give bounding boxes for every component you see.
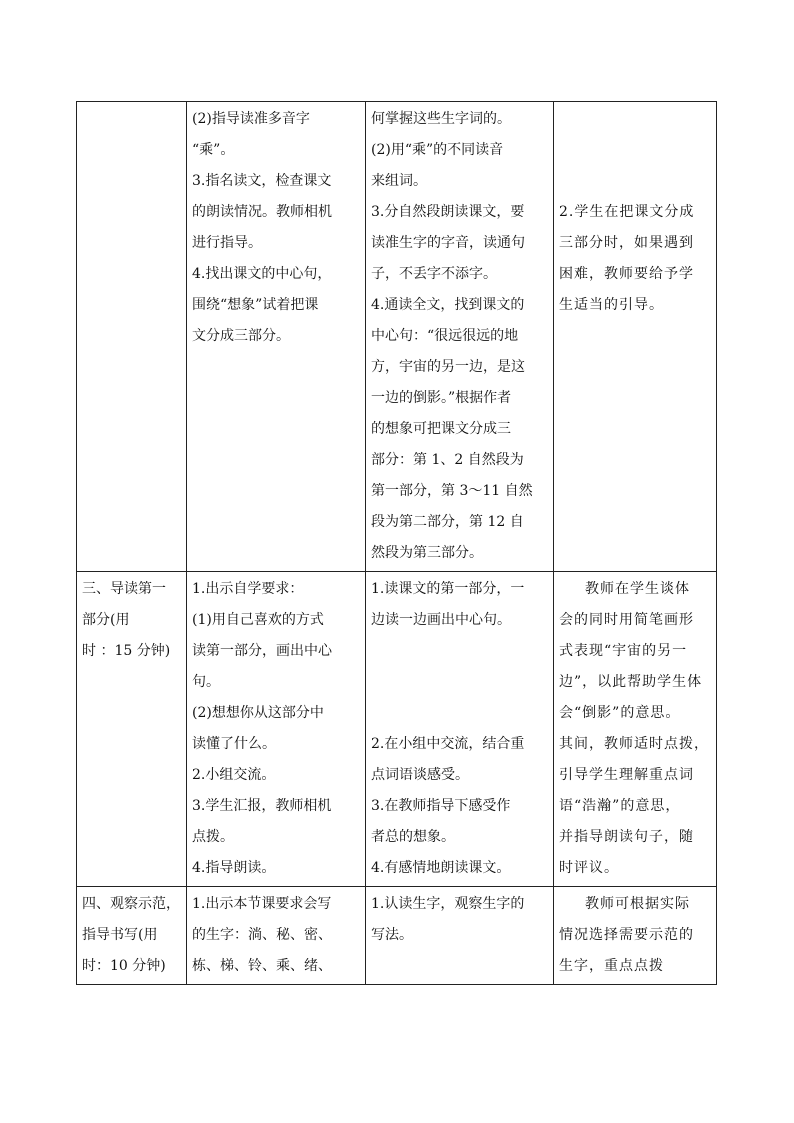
text-line: 何掌握这些生字词的。 — [371, 111, 511, 127]
text-line: 3.指名读文，检查课文 — [192, 173, 332, 189]
text-line: 写法。 — [371, 927, 413, 943]
text-line: 三部分时，如果遇到 — [559, 235, 694, 251]
stage-title-line: 时 ：15 分钟) — [82, 643, 171, 659]
text-line: 的生字：淌、秘、密、 — [192, 927, 332, 943]
text-line: 边”，以此帮助学生体 — [559, 674, 703, 690]
text-line: 然段为第三部分。 — [371, 545, 483, 561]
text-line: 点拨。 — [192, 829, 234, 845]
design-note-cell — [554, 572, 717, 887]
text-line: 生适当的引导。 — [559, 297, 664, 313]
text-line: 式表现“宇宙的另一 — [559, 643, 688, 659]
text-line: 1.认读生字，观察生字的 — [371, 896, 525, 912]
text-line: 2.小组交流。 — [192, 767, 276, 783]
text-line: 会“倒影”的意思。 — [559, 705, 681, 721]
text-line: 3.在教师指导下感受作 — [371, 798, 511, 814]
text-line: 语“浩瀚”的意思， — [559, 798, 681, 814]
lesson-plan-table — [76, 101, 717, 985]
table-row — [77, 572, 717, 887]
text-line: 3.分自然段朗读课文，要 — [371, 204, 525, 220]
text-line: 引导学生理解重点词 — [559, 767, 694, 783]
text-line: 者总的想象。 — [371, 829, 455, 845]
text-line: 教师在学生谈体 — [585, 581, 690, 597]
text-line: 部分：第 1、2 自然段为 — [371, 452, 524, 468]
text-line: 边读一边画出中心句。 — [371, 612, 511, 628]
text-line: 其间，教师适时点拨， — [559, 736, 709, 752]
text-line: 1.出示本节课要求会写 — [192, 896, 332, 912]
teacher-activity-cell — [187, 887, 366, 985]
text-line: 困难，教师要给予学 — [559, 266, 694, 282]
text-line: 时评议。 — [559, 860, 619, 876]
text-line: 教师可根据实际 — [585, 896, 690, 912]
stage-title-line: 部分(用 — [82, 612, 130, 628]
stage-cell — [77, 887, 187, 985]
student-activity-cell — [366, 887, 554, 985]
stage-title-line: 指导书写(用 — [82, 927, 158, 943]
text-line: 情况选择需要示范的 — [559, 927, 694, 943]
text-line: 句。 — [192, 674, 220, 690]
design-note-cell — [554, 102, 717, 572]
stage-cell — [77, 102, 187, 572]
text-line: 生字，重点点拨 — [559, 958, 664, 974]
teacher-activity-cell — [187, 572, 366, 887]
table-row — [77, 887, 717, 985]
table-row — [77, 102, 717, 572]
text-line: 读准生字的字音，读通句 — [371, 235, 525, 251]
stage-cell — [77, 572, 187, 887]
text-line: (1)用自己喜欢的方式 — [192, 612, 324, 628]
text-line: 点词语谈感受。 — [371, 767, 469, 783]
text-line: “乘”。 — [192, 142, 235, 158]
text-line: (2)用“乘”的不同读音 — [371, 142, 504, 158]
text-line: 4.有感情地朗读课文。 — [371, 860, 511, 876]
student-activity-cell — [366, 102, 554, 572]
text-line: 第一部分，第 3～11 自然 — [371, 483, 533, 499]
text-line: 2.在小组中交流，结合重 — [371, 736, 525, 752]
text-line: 读懂了什么。 — [192, 736, 276, 752]
design-note-cell — [554, 887, 717, 985]
text-line: 1.读课文的第一部分，一 — [371, 581, 525, 597]
stage-title-line: 时：10 分钟) — [82, 958, 166, 974]
text-line: 读第一部分，画出中心 — [192, 643, 332, 659]
text-line: 子，不丢字不添字。 — [371, 266, 497, 282]
text-line: (2)指导读准多音字 — [192, 111, 310, 127]
text-line: 段为第二部分，第 12 自 — [371, 514, 524, 530]
text-line: 一边的倒影。”根据作者 — [371, 390, 512, 406]
text-line: 文分成三部分。 — [192, 328, 290, 344]
text-line: 的想象可把课文分成三 — [371, 421, 511, 437]
text-line: 围绕“想象”试着把课 — [192, 297, 319, 313]
teacher-activity-cell — [187, 102, 366, 572]
text-line: 的朗读情况。教师相机 — [192, 204, 332, 220]
text-line: 2.学生在把课文分成 — [559, 204, 695, 220]
stage-title-line: 四、观察示范， — [82, 896, 180, 912]
text-line: 4.找出课文的中心句， — [192, 266, 332, 282]
text-line: (2)想想你从这部分中 — [192, 705, 324, 721]
stage-title-line: 三、导读第一 — [82, 581, 166, 597]
text-line: 中心句：“很远很远的地 — [371, 328, 519, 344]
text-line: 方，宇宙的另一边，是这 — [371, 359, 525, 375]
text-line: 来组词。 — [371, 173, 427, 189]
text-line: 1.出示自学要求： — [192, 581, 304, 597]
text-line: 4.指导朗读。 — [192, 860, 276, 876]
text-line: 3.学生汇报，教师相机 — [192, 798, 332, 814]
text-line: 4.通读全文，找到课文的 — [371, 297, 525, 313]
text-line: 进行指导。 — [192, 235, 262, 251]
student-activity-cell — [366, 572, 554, 887]
text-line: 栋、梯、铃、乘、绪、 — [192, 958, 332, 974]
text-line: 会的同时用简笔画形 — [559, 612, 694, 628]
text-line: 并指导朗读句子，随 — [559, 829, 694, 845]
